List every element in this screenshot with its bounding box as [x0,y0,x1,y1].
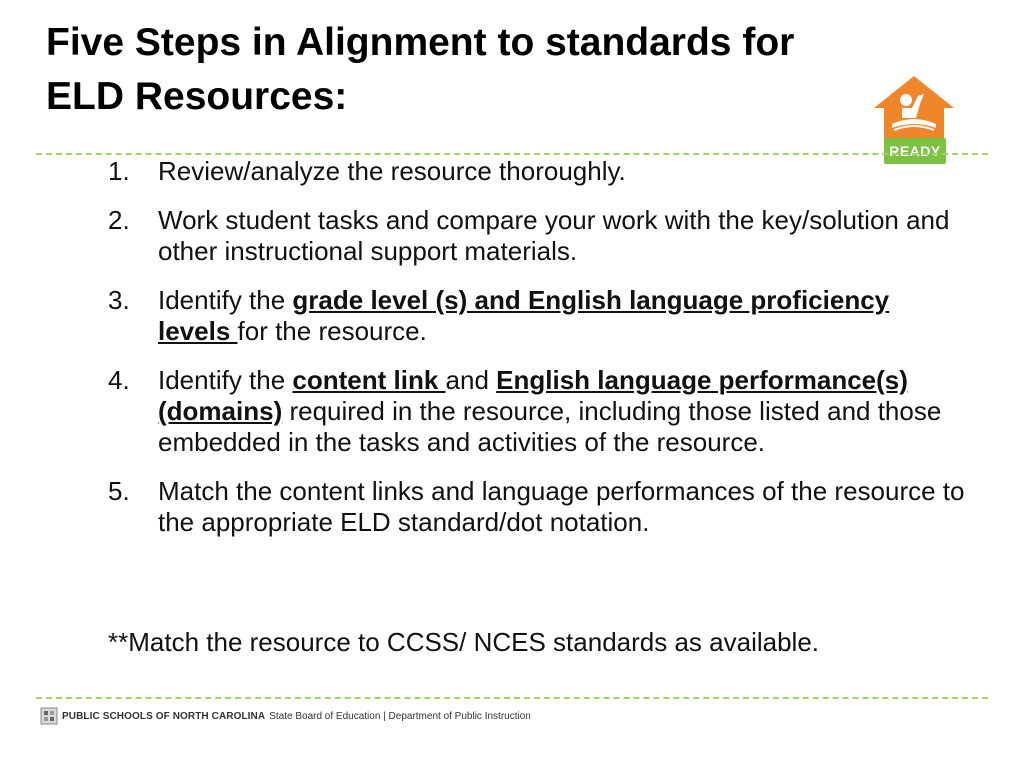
list-item [108,156,968,187]
step-number: 5. [108,476,130,506]
step-text: Work student tasks and compare your work with the key/solution and other instructional support materials. [158,205,950,266]
step-text: Identify the [158,365,293,395]
list-item [108,476,968,538]
ccss-note: **Match the resource to CCSS/ NCES standards as available. [108,627,820,657]
step-text: Match the content links and language performances of the resource to the appropriate ELD standard/dot notation. [158,476,965,537]
step-text: Identify the [158,285,293,315]
steps-list [108,156,968,556]
slide-title: Five Steps in Alignment to standards for ELD Resources: [46,21,795,118]
step-number: 1. [108,156,130,186]
step-text: and [445,365,497,395]
step-number: 4. [108,365,130,395]
list-item [108,285,968,347]
logo-label: READY [889,143,941,159]
nc-seal-icon [40,707,58,725]
step-text: Review/analyze the resource thoroughly. [158,156,626,186]
step-text: required in the resource, including those listed and those embedded in the tasks and activities of the resource. [158,396,942,457]
top-divider [36,153,988,155]
list-item [108,365,968,458]
step-highlight: English language performance(s) (domains) [158,365,908,426]
step-highlight: content link [292,365,446,395]
step-number: 2. [108,205,130,235]
footer-dept: State Board of Education | Department of Public Instruction [269,710,531,722]
step-highlight: grade level (s) and English language proficiency levels [158,285,890,346]
footer [40,706,531,726]
list-item [108,205,968,267]
step-text: for the resource. [237,316,427,346]
step-number: 3. [108,285,130,315]
footer-org: PUBLIC SCHOOLS OF NORTH CAROLINA [62,710,266,722]
bottom-divider [36,697,988,699]
